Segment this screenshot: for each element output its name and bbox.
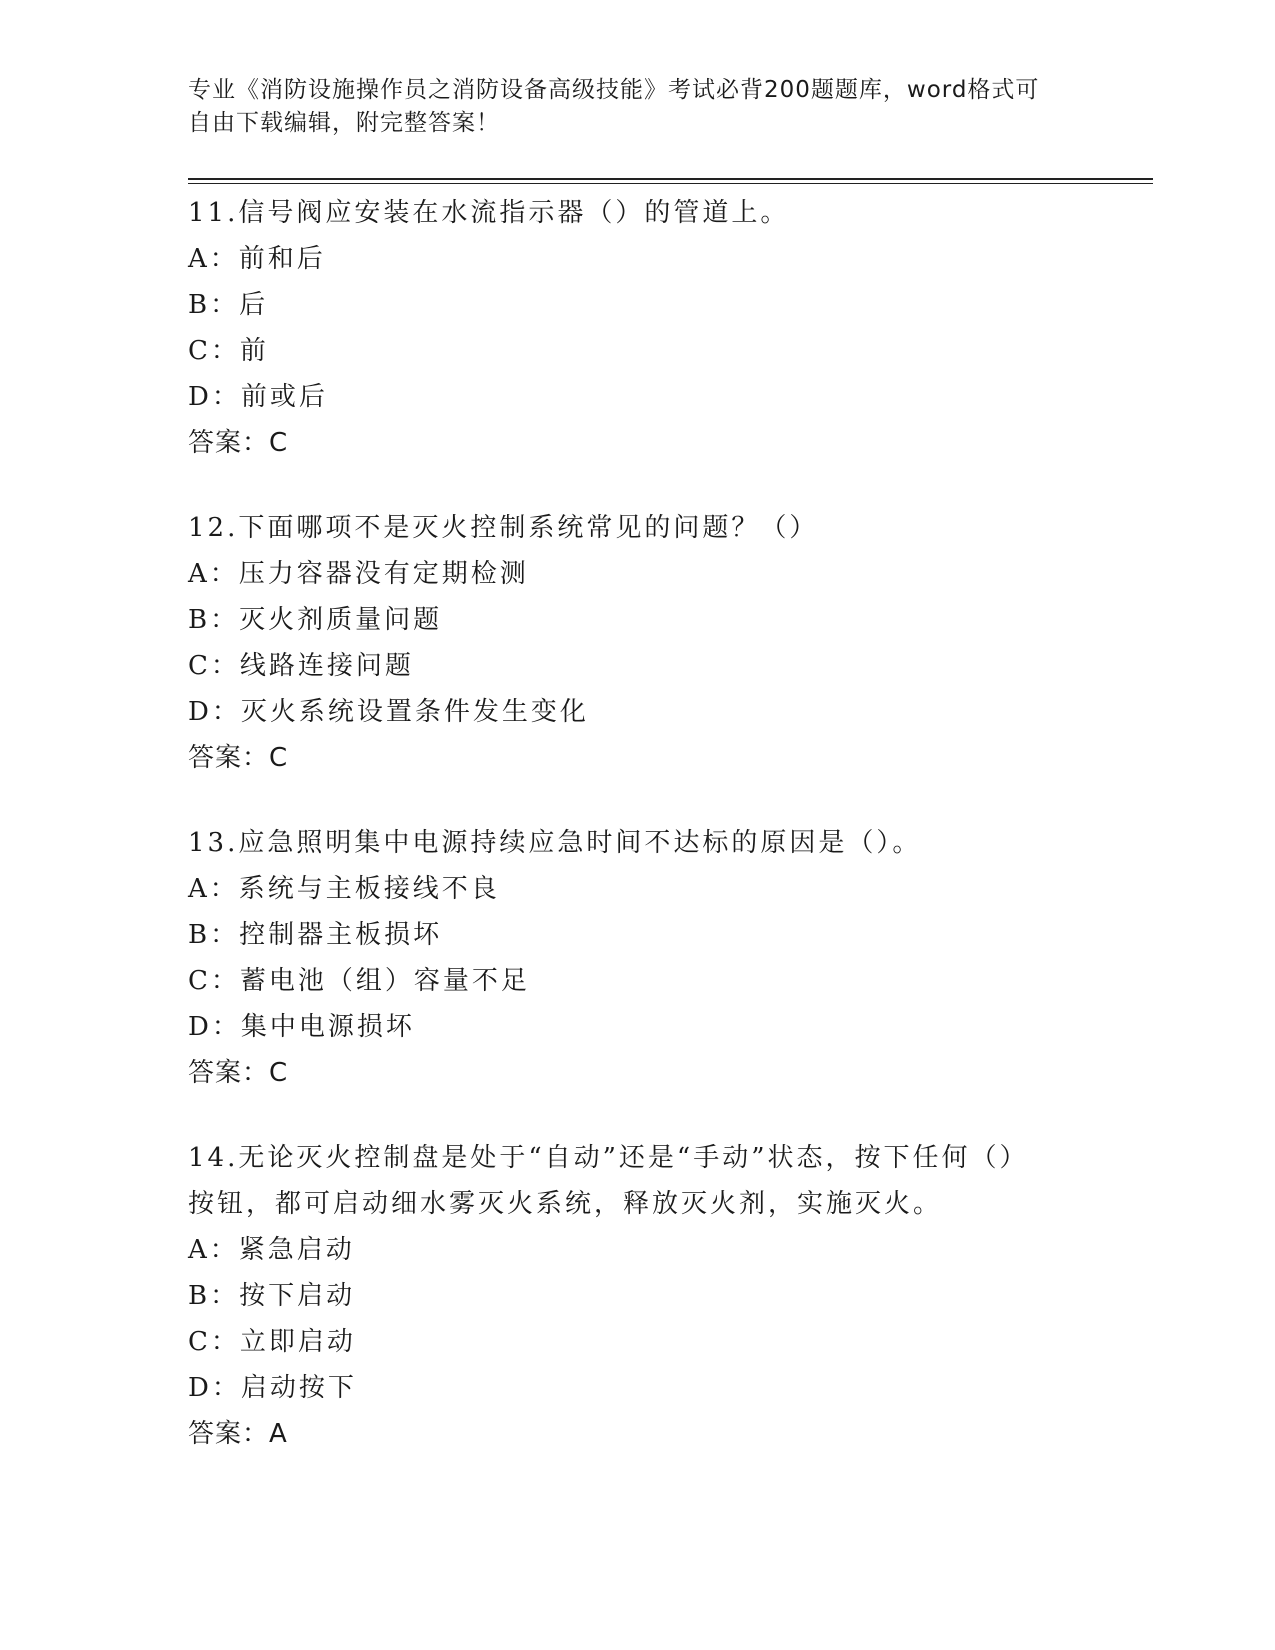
- option-b: B：按下启动: [188, 1281, 356, 1311]
- header-divider-thin: [188, 183, 1153, 184]
- question-spacer: [188, 466, 1153, 505]
- answer-line: 答案：C: [188, 743, 289, 773]
- question-stem: 13.应急照明集中电源持续应急时间不达标的原因是（）。: [188, 828, 922, 858]
- option-d: D：灭火系统设置条件发生变化: [188, 697, 589, 727]
- document-header: [188, 74, 1088, 140]
- header-line-2: 自由下载编辑，附完整答案！: [188, 110, 500, 136]
- option-d: D：启动按下: [188, 1373, 357, 1403]
- question-list: [188, 190, 1153, 1457]
- question-stem-continued: 按钮，都可启动细水雾灭火系统，释放灭火剂，实施灭火。: [188, 1189, 943, 1219]
- option-a: A：压力容器没有定期检测: [188, 559, 529, 589]
- option-b: B：控制器主板损坏: [188, 920, 443, 950]
- option-d: D：前或后: [188, 382, 328, 412]
- option-b: B：灭火剂质量问题: [188, 605, 443, 635]
- option-a: A：系统与主板接线不良: [188, 874, 500, 904]
- answer-line: 答案：C: [188, 1058, 289, 1088]
- option-c: C：前: [188, 336, 269, 366]
- answer-line: 答案：A: [188, 1419, 288, 1449]
- question-14: [188, 1135, 1153, 1457]
- question-12: [188, 505, 1153, 781]
- question-13: [188, 820, 1153, 1096]
- question-stem: 14.无论灭火控制盘是处于“自动”还是“手动”状态，按下任何（）: [188, 1143, 1029, 1173]
- option-d: D：集中电源损坏: [188, 1012, 415, 1042]
- option-a: A：前和后: [188, 244, 326, 274]
- question-spacer: [188, 781, 1153, 820]
- question-stem: 12.下面哪项不是灭火控制系统常见的问题？（）: [188, 513, 819, 543]
- header-line-1: 专业《消防设施操作员之消防设备高级技能》考试必背200题题库，word格式可: [188, 77, 1040, 103]
- option-c: C：线路连接问题: [188, 651, 414, 681]
- option-a: A：紧急启动: [188, 1235, 355, 1265]
- option-b: B：后: [188, 290, 269, 320]
- header-divider-thick: [188, 178, 1153, 180]
- answer-line: 答案：C: [188, 428, 289, 458]
- option-c: C：立即启动: [188, 1327, 356, 1357]
- question-stem: 11.信号阀应安装在水流指示器（）的管道上。: [188, 198, 790, 228]
- question-11: [188, 190, 1153, 466]
- option-c: C：蓄电池（组）容量不足: [188, 966, 530, 996]
- question-spacer: [188, 1096, 1153, 1135]
